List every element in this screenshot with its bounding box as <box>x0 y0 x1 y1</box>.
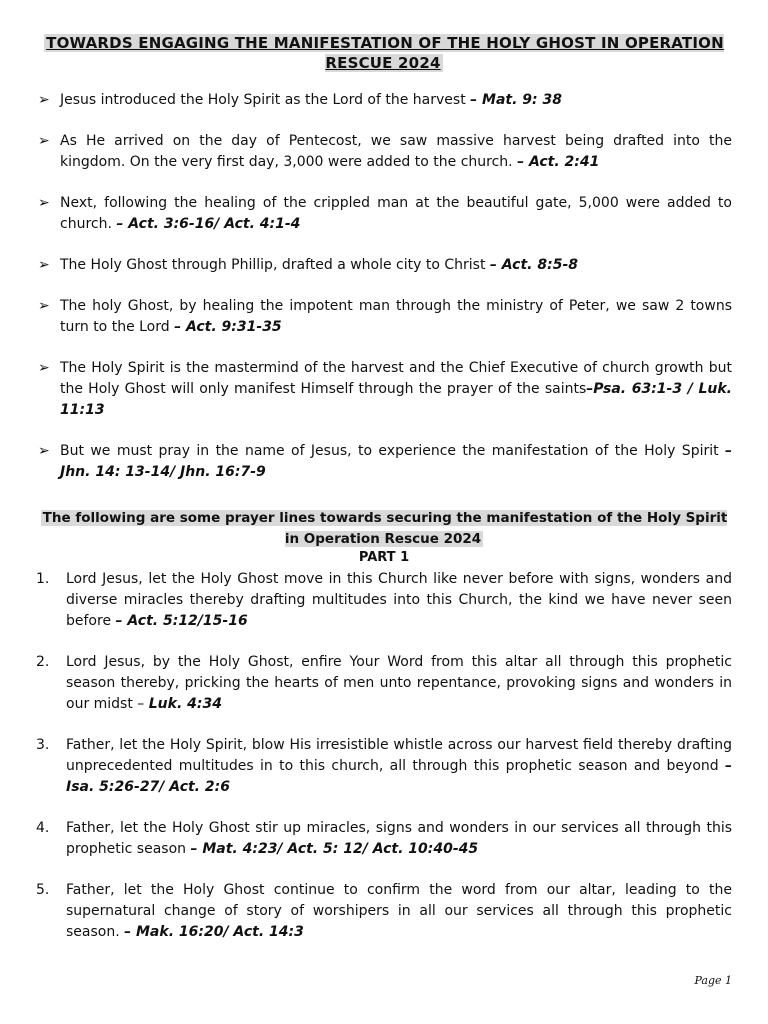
prayer-text: Father, let the Holy Spirit, blow His irresistible whistle across our harvest field thereby drafting unprecedented multitudes in to this church, all through this prophetic season and beyond <box>66 737 732 774</box>
bullet-text: The holy Ghost, by healing the impotent man through the ministry of Peter, we saw 2 towns turn to the Lord <box>60 298 732 335</box>
bullet-text: The Holy Spirit is the mastermind of the harvest and the Chief Executive of church growth but the Holy Ghost will only manifest Himself through the prayer of the saints <box>60 360 732 397</box>
arrow-bullet-icon: ➢ <box>38 92 50 108</box>
bullet-item <box>36 358 732 421</box>
page-number: Page 1 <box>694 974 732 987</box>
part-label: PART 1 <box>358 550 410 565</box>
subheading-text: The following are some prayer lines towards securing the manifestation of the Holy Spirit in Operation Rescue 2024 <box>42 510 728 547</box>
scripture-reference: – Isa. 5:26-27/ Act. 2:6 <box>66 758 732 795</box>
bullet-item <box>36 441 732 483</box>
prayer-item <box>36 735 732 798</box>
prayer-number: 4. <box>36 820 50 836</box>
prayer-text: Father, let the Holy Ghost stir up miracles, signs and wonders in our services all through this prophetic season <box>66 820 732 857</box>
scripture-reference: – Act. 3:6-16/ Act. 4:1-4 <box>116 216 301 232</box>
arrow-bullet-icon: ➢ <box>38 443 50 459</box>
prayer-text: Lord Jesus, let the Holy Ghost move in this Church like never before with signs, wonders and diverse miracles thereby drafting multitudes into this Church, the kind we have never seen before <box>66 571 732 629</box>
bullet-text: Jesus introduced the Holy Spirit as the Lord of the harvest <box>60 92 471 108</box>
scripture-reference: – Act. 2:41 <box>517 154 600 170</box>
scripture-reference: –Psa. 63:1-3 / Luk. 11:13 <box>60 381 732 418</box>
prayer-number: 2. <box>36 654 50 670</box>
prayer-number: 5. <box>36 882 50 898</box>
scripture-reference: – Jhn. 14: 13-14/ Jhn. 16:7-9 <box>60 443 732 480</box>
prayer-item <box>36 818 732 860</box>
bullet-text: But we must pray in the name of Jesus, to experience the manifestation of the Holy Spirit <box>60 443 725 459</box>
bullet-item <box>36 255 732 276</box>
page-title-text: TOWARDS ENGAGING THE MANIFESTATION OF THE HOLY GHOST IN OPERATION RESCUE 2024 <box>46 34 724 72</box>
prayer-item <box>36 569 732 632</box>
arrow-bullet-icon: ➢ <box>38 360 50 376</box>
prayer-item <box>36 652 732 715</box>
prayer-number: 1. <box>36 571 50 587</box>
scripture-reference: Luk. 4:34 <box>148 696 222 712</box>
prayer-list <box>36 569 732 963</box>
scripture-reference: – Mat. 9: 38 <box>470 92 562 108</box>
arrow-bullet-icon: ➢ <box>38 133 50 149</box>
section-subheading <box>36 508 732 550</box>
prayer-text: Father, let the Holy Ghost continue to confirm the word from our altar, leading to the supernatural change of story of worshipers in all our services all through this prophetic season. <box>66 882 732 940</box>
bullet-item <box>36 90 732 111</box>
scripture-reference: – Act. 9:31-35 <box>174 319 282 335</box>
prayer-item <box>36 880 732 943</box>
arrow-bullet-icon: ➢ <box>38 195 50 211</box>
scripture-reference: – Mat. 4:23/ Act. 5: 12/ Act. 10:40-45 <box>190 841 479 857</box>
scripture-reference: – Act. 8:5-8 <box>489 257 579 273</box>
arrow-bullet-icon: ➢ <box>38 257 50 273</box>
prayer-number: 3. <box>36 737 50 753</box>
arrow-bullet-icon: ➢ <box>38 298 50 314</box>
bullet-text: Next, following the healing of the crippled man at the beautiful gate, 5,000 were added to church. <box>60 195 732 232</box>
scripture-reference: – Mak. 16:20/ Act. 14:3 <box>124 924 304 940</box>
bullet-item <box>36 193 732 235</box>
bullet-text: As He arrived on the day of Pentecost, we saw massive harvest being drafted into the kingdom. On the very first day, 3,000 were added to the church. <box>60 133 732 170</box>
bullet-list <box>36 90 732 503</box>
bullet-item <box>36 131 732 173</box>
bullet-text: The Holy Ghost through Phillip, drafted a whole city to Christ <box>60 257 490 273</box>
page-title <box>36 33 732 73</box>
scripture-reference: – Act. 5:12/15-16 <box>115 613 248 629</box>
prayer-text: Lord Jesus, by the Holy Ghost, enfire Your Word from this altar all through this prophetic season thereby, pricking the hearts of men unto repentance, provoking signs and wonders in our midst – <box>66 654 732 712</box>
bullet-item <box>36 296 732 338</box>
